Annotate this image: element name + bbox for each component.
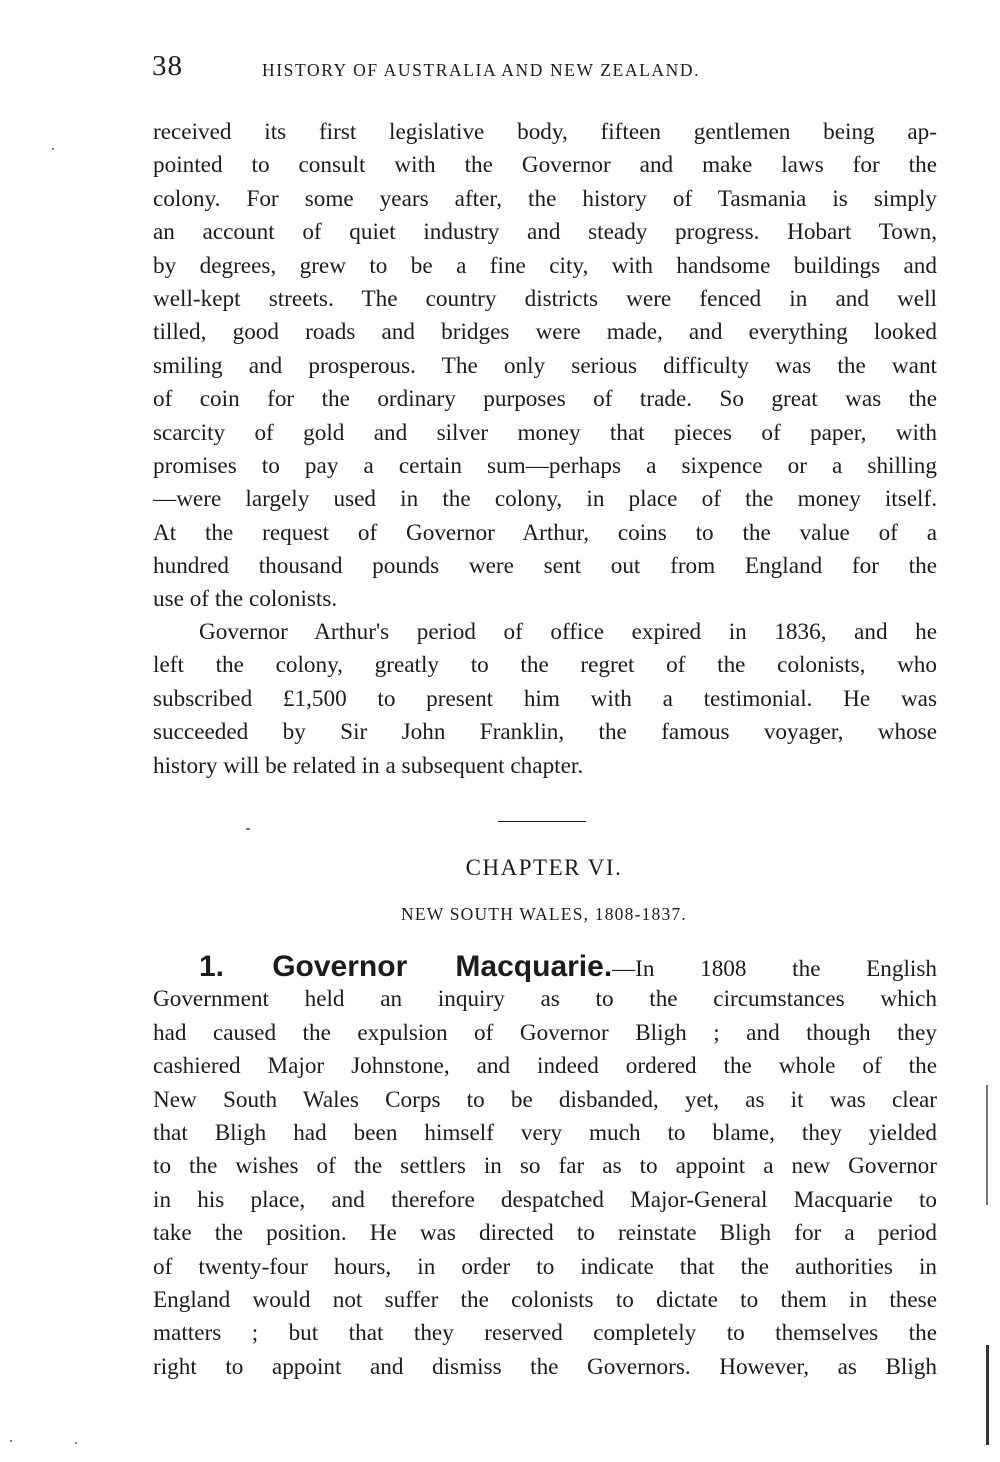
text-line: Government held an inquiry as to the circumstances which [153,986,937,1013]
text-line: had caused the expulsion of Governor Bligh ; and though they [153,1019,937,1046]
text-line: of twenty-four hours, in order to indicate that the authorities in [153,1253,937,1280]
paragraph-tasmania [153,116,937,617]
chapter-subtitle: NEW SOUTH WALES, 1808-1837. [401,904,687,924]
scan-speck [75,1442,77,1444]
text-line: Governor Arthur's period of office expired in 1836, and he [199,619,937,645]
text-line: received its first legislative body, fifteen gentlemen being ap- [153,119,937,145]
text-line: cashiered Major Johnstone, and indeed ordered the whole of the [153,1053,937,1080]
section-heading: 1. Governor Macquarie. [199,950,613,983]
page-number: 38 [152,50,183,82]
text-line: in his place, and therefore despatched Major-General Macquarie to [153,1186,937,1213]
text-line: that Bligh had been himself very much to blame, they yielded [153,1119,937,1146]
text-line: left the colony, greatly to the regret of the colonists, who [153,652,937,679]
text-line: New South Wales Corps to be disbanded, yet, as it was clear [153,1086,937,1113]
text-line: England would not suffer the colonists to dictate to them in these [153,1286,937,1313]
text-line: right to appoint and dismiss the Governors. However, as Bligh [153,1353,937,1380]
chapter-title: CHAPTER VI. [465,855,623,880]
text-line: colony. For some years after, the history of Tasmania is simply [153,185,937,212]
text-line: to the wishes of the settlers in so far as to appoint a new Governor [153,1153,937,1180]
text-line: of coin for the ordinary purposes of trade. So great was the [153,386,937,413]
first-line-text: In 1808 the English [635,956,937,982]
scan-speck [10,1440,12,1442]
text-line: hundred thousand pounds were sent out from England for the [153,553,937,580]
text-line [153,950,937,983]
text-line: At the request of Governor Arthur, coins to the value of a [153,519,937,546]
text-line: tilled, good roads and bridges were made, and everything looked [153,319,937,346]
text-line: scarcity of gold and silver money that pieces of paper, with [153,419,937,446]
text-line: matters ; but that they reserved completely to themselves the [153,1320,937,1347]
text-line: take the position. He was directed to reinstate Bligh for a period [153,1220,937,1247]
section-governor-macquarie [153,950,937,1384]
running-head: HISTORY OF AUSTRALIA AND NEW ZEALAND. [262,60,701,80]
text-line: promises to pay a certain sum—perhaps a sixpence or a shilling [153,452,937,479]
paragraph-arthur [153,616,937,783]
text-line: use of the colonists. [153,586,338,613]
text-line: an account of quiet industry and steady progress. Hobart Town, [153,219,937,246]
scan-edge-mark [986,1085,988,1205]
text-line: smiling and prosperous. The only serious difficulty was the want [153,352,937,379]
text-line: by degrees, grew to be a fine city, with handsome buildings and [153,252,937,279]
text-line: —were largely used in the colony, in place of the money itself. [153,486,937,513]
heading-dash: — [612,956,636,981]
scan-speck [246,828,250,830]
text-line: succeeded by Sir John Franklin, the famous voyager, whose [153,719,937,746]
section-divider-rule [498,821,586,822]
text-line: well-kept streets. The country districts were fenced in and well [153,285,937,312]
text-line: pointed to consult with the Governor and make laws for the [153,152,937,179]
text-line: history will be related in a subsequent chapter. [153,752,584,779]
scan-edge-mark [986,1345,989,1445]
scan-speck [52,148,54,150]
text-line: subscribed £1,500 to present him with a testimonial. He was [153,685,937,712]
